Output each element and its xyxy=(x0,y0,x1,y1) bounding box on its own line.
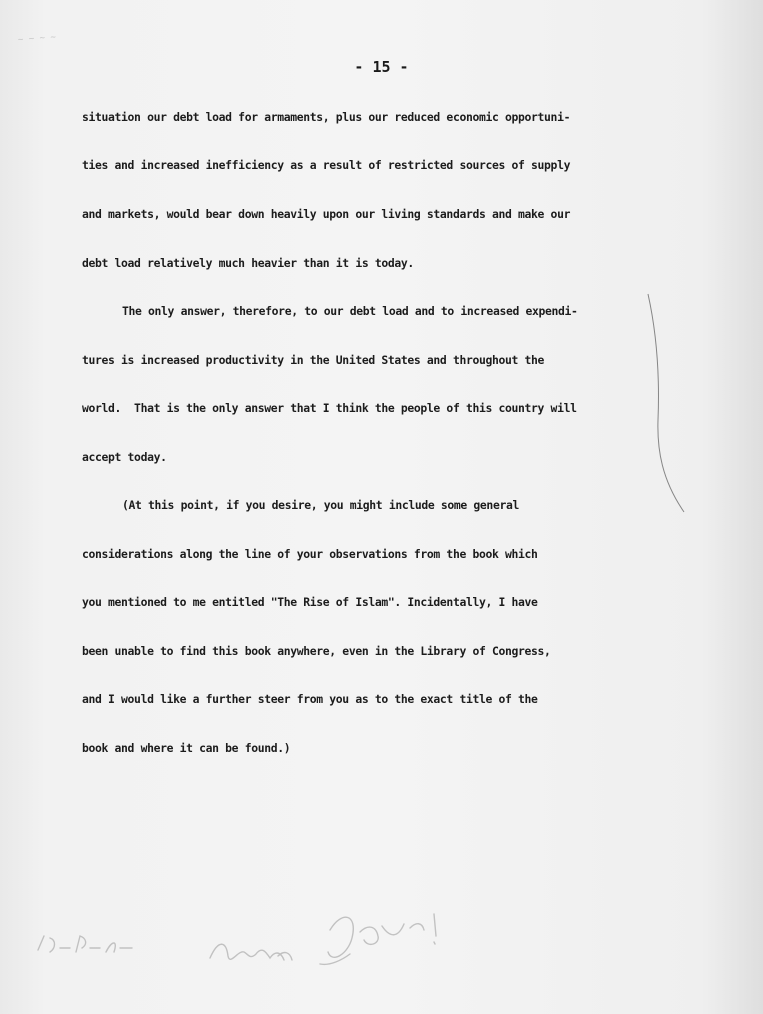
text-line: book and where it can be found.) xyxy=(82,741,291,755)
text-line: and markets, would bear down heavily upon our living standards and make our xyxy=(82,207,571,221)
text-line: been unable to find this book anywhere, even in the Library of Congress, xyxy=(82,644,551,658)
text-line: considerations along the line of your observations from the book which xyxy=(82,547,538,561)
text-line: debt load relatively much heavier than it is today. xyxy=(82,256,414,270)
text-line: ties and increased inefficiency as a result of restricted sources of supply xyxy=(82,158,571,172)
corner-mark: ~ ~ ~ ~ xyxy=(17,32,57,46)
text-line: you mentioned to me entitled "The Rise of Islam". Incidentally, I have xyxy=(82,595,538,609)
handwritten-note xyxy=(30,900,500,980)
text-line: (At this point, if you desire, you might include some general xyxy=(122,498,519,512)
text-line: The only answer, therefore, to our debt load and to increased expendi- xyxy=(122,304,578,318)
text-line: accept today. xyxy=(82,450,167,464)
page-number: - 15 - xyxy=(354,58,409,76)
text-line: world. That is the only answer that I think the people of this country will xyxy=(82,401,577,415)
text-line: situation our debt load for armaments, plus our reduced economic opportuni- xyxy=(82,110,571,124)
text-line: tures is increased productivity in the United States and throughout the xyxy=(82,353,545,367)
margin-pen-mark xyxy=(640,290,700,520)
text-line: and I would like a further steer from you as to the exact title of the xyxy=(82,692,538,706)
